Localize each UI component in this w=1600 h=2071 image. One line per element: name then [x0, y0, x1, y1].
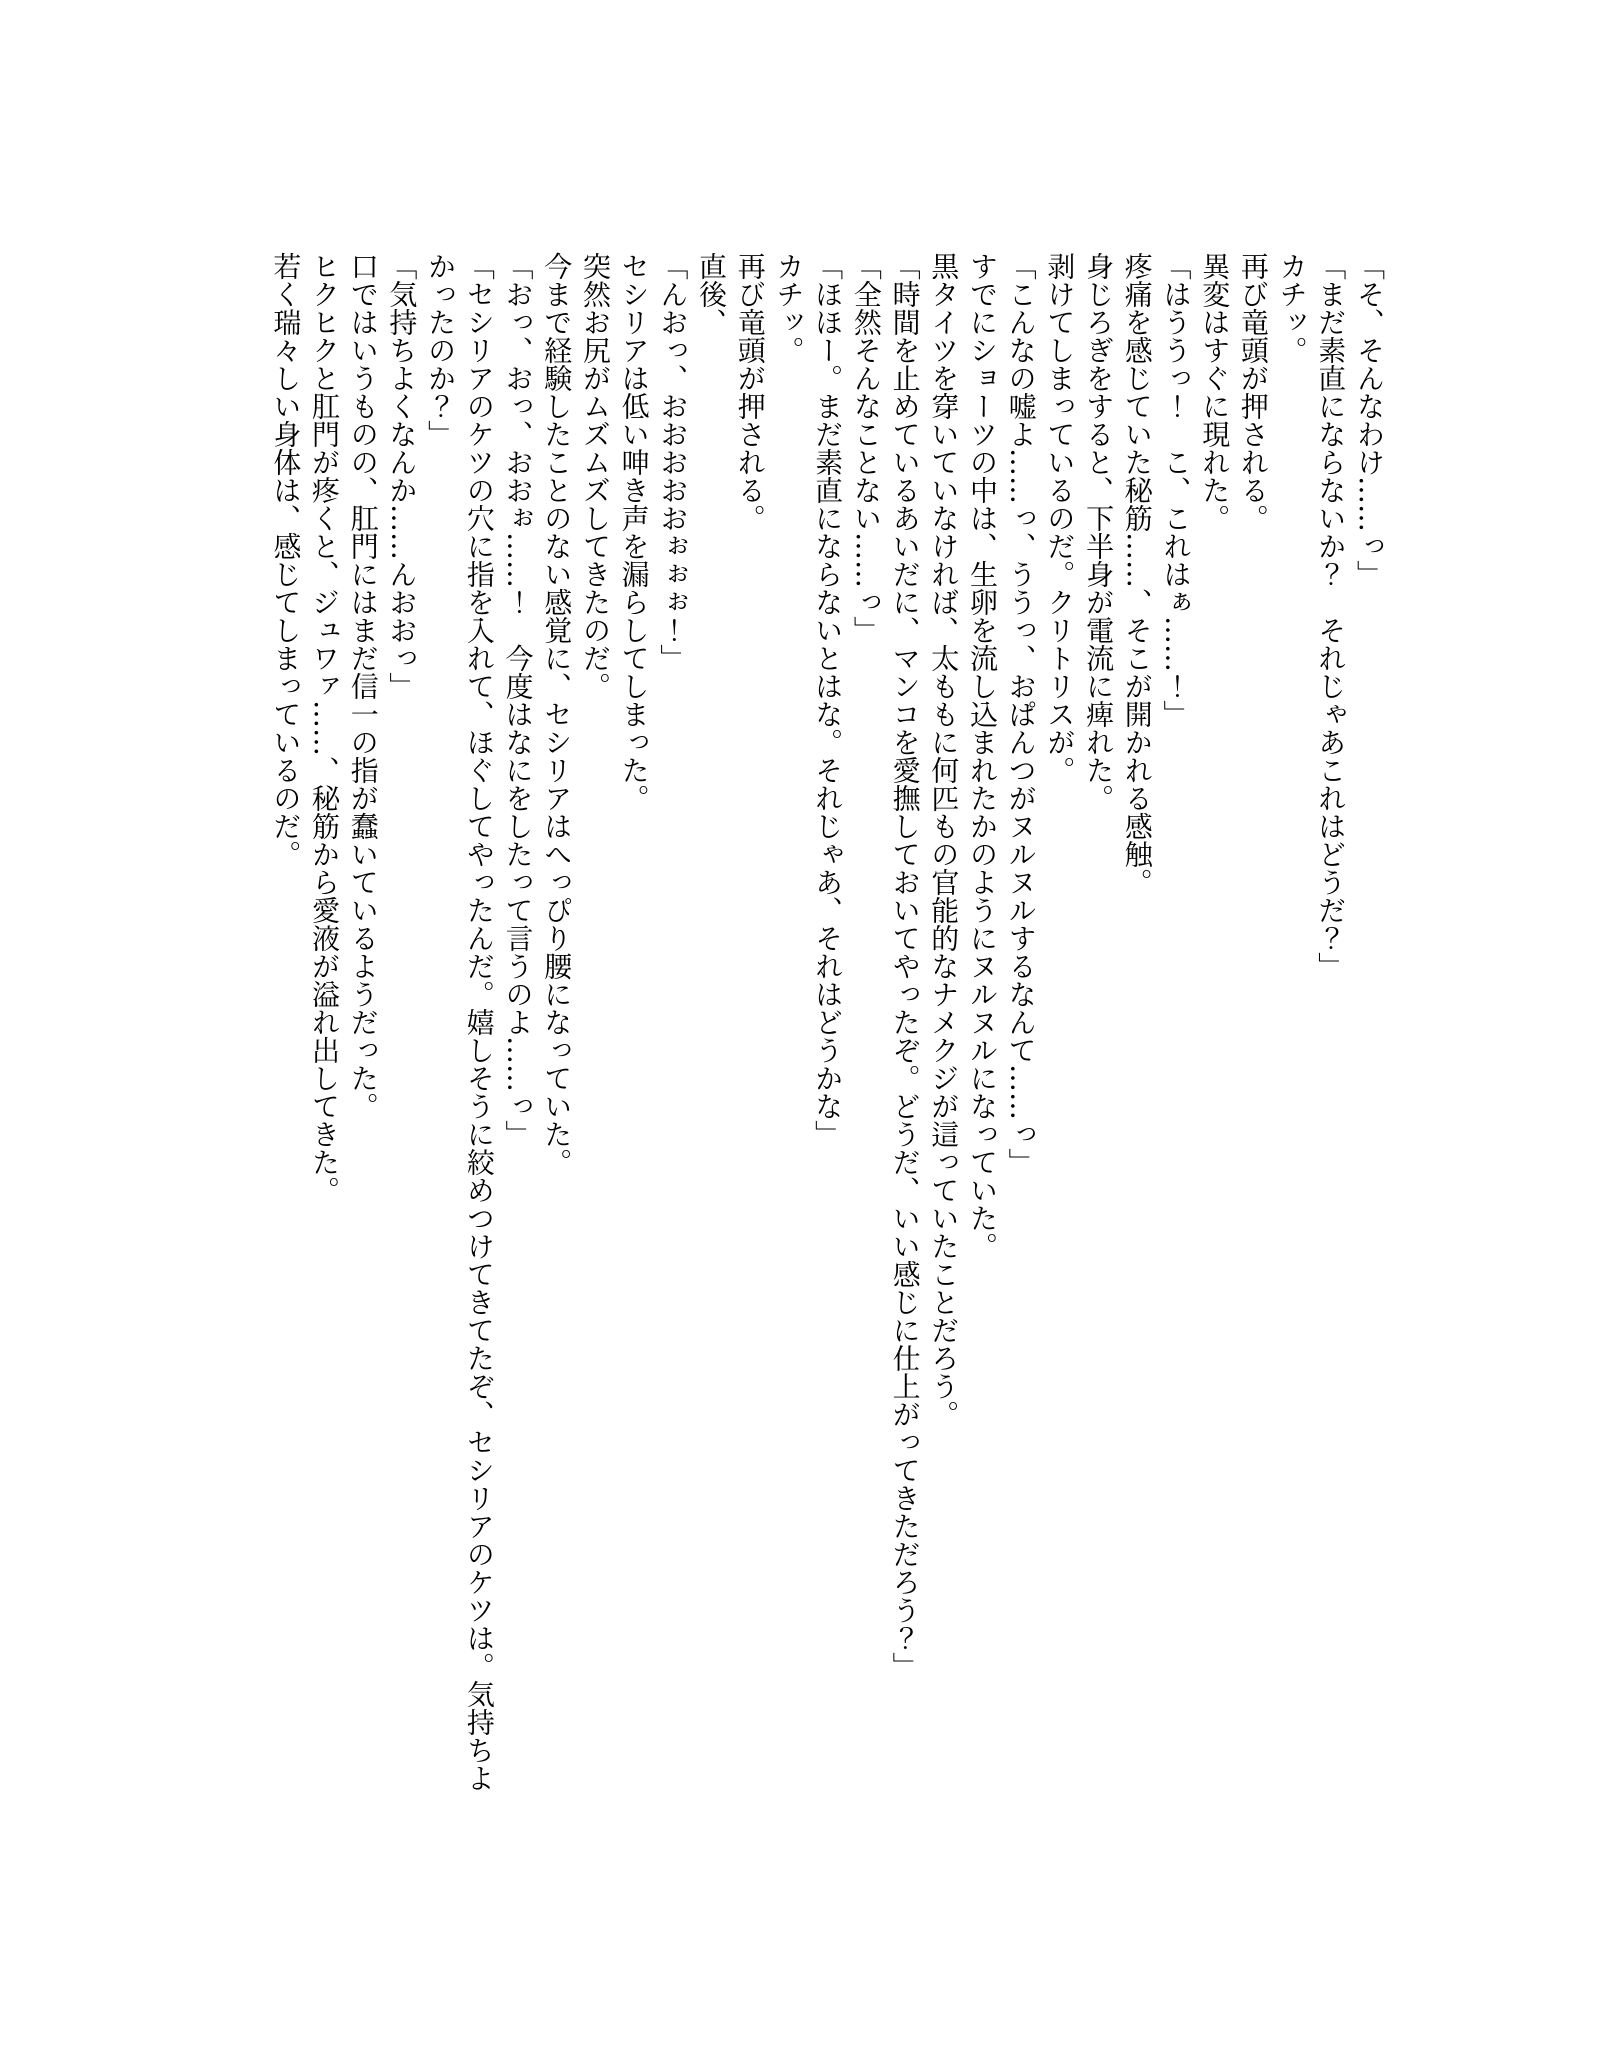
paragraph: 「そ、そんなわけ……っ」 — [1353, 252, 1386, 588]
paragraph: 「全然そんなことない……っ」 — [849, 252, 883, 644]
paragraph: 「セシリアのケツの穴に指を入れて、ほぐしてやったんだ。嬉しそうに絞めつけてきてたぞ、セシリアのケツは。気持ちよかったのか？」 — [424, 252, 496, 1792]
paragraph: 異変はすぐに現れた。 — [1198, 252, 1232, 532]
paragraph: 黒タイツを穿いていなければ、太ももに何匹もの官能的なナメクジが這っていたことだろう。 — [927, 252, 961, 1428]
paragraph: 口ではいうものの、肛門にはまだ信一の指が蠢いているようだった。 — [346, 252, 380, 1120]
paragraph: 「時間を止めているあいだに、マンコを愛撫しておいてやったぞ。どうだ、いい感じに仕上がってきただろう？」 — [888, 252, 922, 1680]
paragraph: カチッ。 — [1275, 252, 1309, 364]
paragraph: 「気持ちよくなんか……んおおっ」 — [385, 252, 419, 700]
paragraph: ヒクヒクと肛門が疼くと、ジュワァ……、秘筋から愛液が溢れ出してきた。 — [308, 252, 342, 1204]
vertical-text-block — [266, 252, 1388, 1797]
paragraph: 「まだ素直にならないか？ それじゃあこれはどうだ？」 — [1314, 252, 1348, 980]
paragraph: 「こんなの嘘よ……っ、ううっ、おぱんつがヌルヌルするなんて……っ」 — [1004, 252, 1038, 1176]
paragraph: 疼痛を感じていた秘筋……、そこが開かれる感触。 — [1120, 252, 1154, 896]
paragraph: 今まで経験したことのない感覚に、セシリアはへっぴり腰になっていた。 — [540, 252, 574, 1176]
paragraph: 「おっ、おっ、おおぉ……！ 今度はなにをしたって言うのよ……っ」 — [501, 252, 535, 1148]
paragraph: 身じろぎをすると、下半身が電流に痺れた。 — [1082, 252, 1116, 812]
paragraph: 「はううっ！ こ、これはぁ……！」 — [1159, 252, 1193, 728]
paragraph: 「ほほー。まだ素直にならないとはな。それじゃあ、それはどうかな」 — [811, 252, 845, 1148]
paragraph: 突然お尻がムズムズしてきたのだ。 — [578, 252, 612, 700]
paragraph: セシリアは低い呻き声を漏らしてしまった。 — [617, 252, 651, 812]
paragraph: 再び竜頭が押される。 — [1236, 252, 1270, 532]
paragraph: 若く瑞々しい身体は、感じてしまっているのだ。 — [269, 252, 303, 868]
paragraph: 直後、 — [695, 252, 729, 336]
paragraph: 「んおっ、おおおおおぉぉぉ！」 — [656, 252, 690, 672]
paragraph: 剥けてしまっているのだ。クリトリスが。 — [1043, 252, 1077, 784]
paragraph: カチッ。 — [772, 252, 806, 364]
paragraph: 再び竜頭が押される。 — [733, 252, 767, 532]
paragraph: すでにショーツの中は、生卵を流し込まれたかのようにヌルヌルになっていた。 — [965, 252, 999, 1260]
